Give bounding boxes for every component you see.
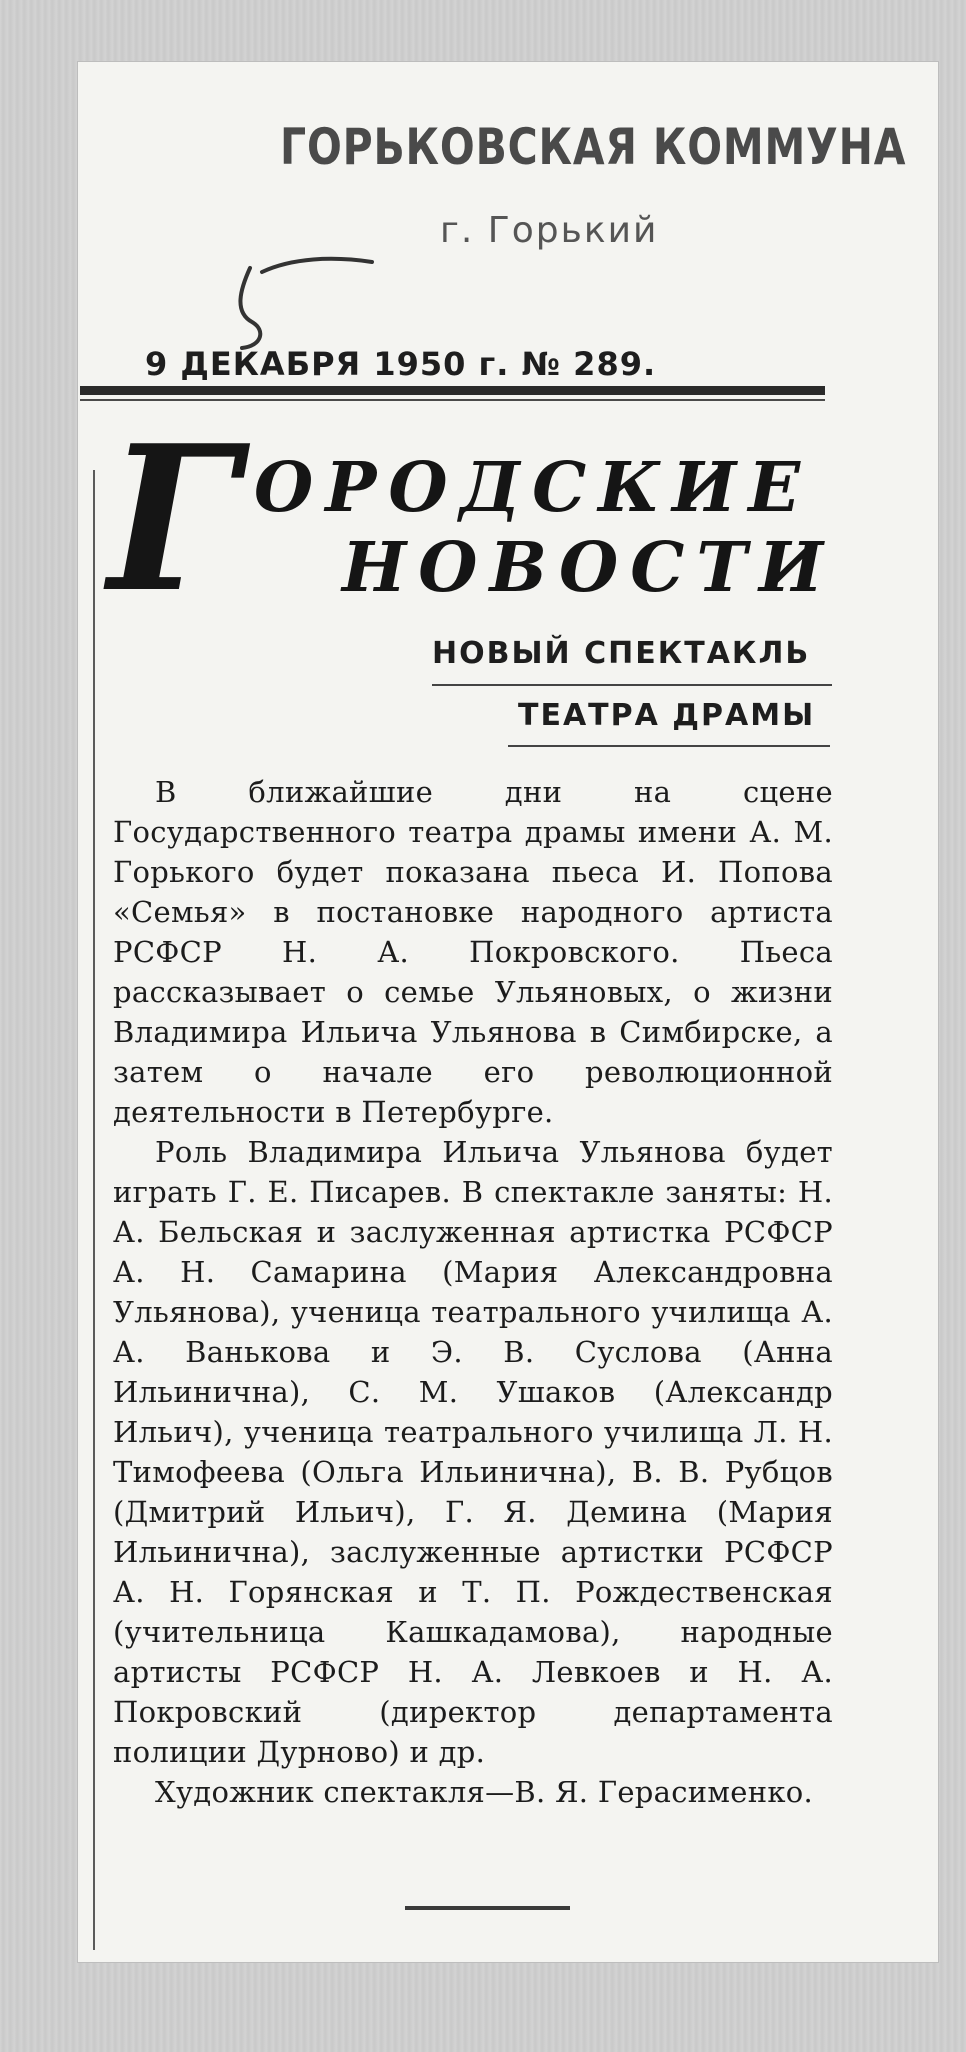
article-subtitle-line1: НОВЫЙ СПЕКТАКЛЬ — [432, 636, 811, 671]
article-paragraph: Художник спектакля—В. Я. Герасименко. — [155, 1775, 814, 1809]
article-body — [113, 772, 833, 1812]
article-subtitle-line2: ТЕАТРА ДРАМЫ — [518, 698, 816, 733]
subtitle-rule — [508, 745, 830, 747]
newspaper-name-stamp: ГОРЬКОВСКАЯ КОММУНА — [280, 118, 907, 176]
section-title-line1: ОРОДСКИЕ — [254, 448, 813, 528]
article-paragraph: В ближайшие дни на сцене Государственного театра драмы имени А. М. Горького будет показана пьеса И. Попова «Семья» в постановке народного артиста РСФСР Н. А. Покровского. Пьеса рассказывает о семье Ульяновых, о жизни Владимира Ильича Ульянова в Симбирске, а затем о начале его революционной деятельности в Петербурге. — [113, 775, 833, 1129]
header-rule-thin — [80, 399, 825, 401]
article-end-rule — [405, 1906, 570, 1910]
header-rule — [80, 386, 825, 395]
column-border — [93, 470, 95, 1950]
article-paragraph: Роль Владимира Ильича Ульянова будет играть Г. Е. Писарев. В спектакле заняты: Н. А. Бельская и заслуженная артистка РСФСР А. Н. Самарина (Мария Александровна Ульянова), ученица театрального училища А. А. Ванькова и Э. В. Суслова (Анна Ильинична), С. М. Ушаков (Александр Ильич), ученица театрального училища Л. Н. Тимофеева (Ольга Ильинична), В. В. Рубцов (Дмитрий Ильич), Г. Я. Демина (Мария Ильинична), заслуженные артистки РСФСР А. Н. Горянская и Т. П. Рождественская (учительница Кашкадамова), народные артисты РСФСР Н. А. Левкоев и Н. А. Покровский (директор департамента полиции Дурново) и др. — [113, 1135, 833, 1769]
subtitle-rule — [432, 684, 832, 686]
issue-dateline: 9 ДЕКАБРЯ 1950 г. № 289. — [145, 345, 657, 383]
pencil-mark-icon — [222, 250, 382, 350]
section-title-line2: НОВОСТИ — [342, 528, 836, 608]
section-drop-cap: Г — [108, 402, 240, 637]
city-stamp: г. Горький — [440, 210, 659, 251]
